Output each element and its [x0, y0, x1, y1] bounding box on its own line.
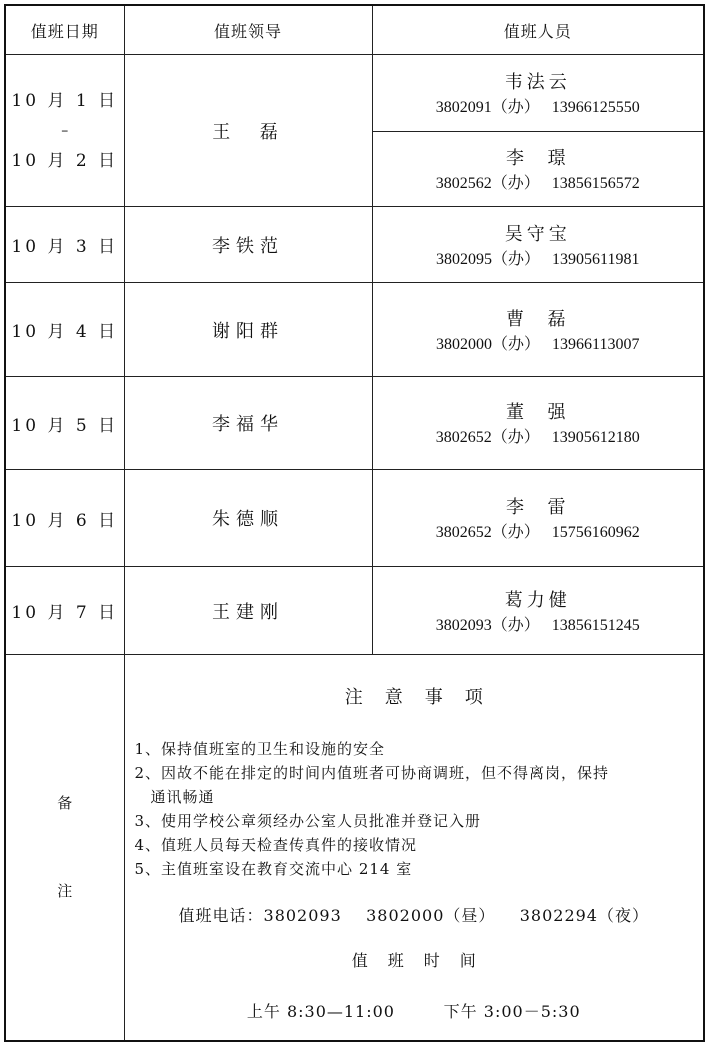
staff-phone: 3802095（办） 13905611981 [436, 250, 640, 268]
date-cell: 10 月 7 日 [5, 567, 124, 655]
leader-cell: 朱德顺 [124, 470, 372, 567]
staff-cell [372, 55, 704, 132]
notes-title: 注意事项 [344, 687, 505, 708]
table-row [5, 207, 704, 283]
table-row [5, 283, 704, 377]
staff-name: 李 雷 [506, 497, 570, 518]
duty-time-title: 值班时间 [351, 951, 496, 970]
leader-cell: 李福华 [124, 377, 372, 470]
list-item: 1、保持值班室的卫生和设施的安全 [134, 740, 386, 758]
staff-cell [372, 377, 704, 470]
staff-name: 董 强 [506, 402, 570, 423]
table-row [5, 55, 704, 132]
leader-cell: 谢阳群 [124, 283, 372, 377]
staff-phone: 3802652（办） 13905612180 [435, 429, 640, 446]
remarks-label-bottom: 注 [57, 882, 73, 901]
staff-name: 曹 磊 [506, 308, 570, 330]
header-date: 值班日期 [5, 5, 124, 55]
staff-name: 韦法云 [504, 72, 571, 93]
date-cell: 10 月 6 日 [5, 470, 124, 567]
staff-phone: 3802093（办） 13856151245 [435, 616, 640, 634]
table-row [5, 567, 704, 655]
staff-cell [372, 132, 704, 207]
staff-phone: 3802000（办） 13966113007 [436, 335, 640, 353]
remarks-label-top: 备 [57, 794, 73, 813]
remarks-content [124, 655, 704, 1041]
list-item: 3、使用学校公章须经办公室人员批准并登记入册 [134, 812, 482, 830]
date-end: 10 月 2 日 [11, 150, 119, 171]
leader-cell: 王建刚 [124, 567, 372, 655]
date-cell: 10 月 5 日 [5, 377, 124, 470]
staff-name: 吴守宝 [504, 223, 571, 245]
staff-phone: 3802091（办） 13966125550 [435, 99, 640, 116]
duty-times: 上午 8:30—11:00 下午 3:00－5:30 [246, 1002, 581, 1021]
duty-roster-table [4, 4, 705, 1042]
header-staff: 值班人员 [372, 5, 704, 55]
notes-list [135, 737, 704, 881]
list-item-continuation: 通讯畅通 [150, 788, 215, 806]
date-cell: 10 月 3 日 [5, 207, 124, 283]
staff-cell [372, 470, 704, 567]
list-item: 5、主值班室设在教育交流中心 214 室 [134, 860, 413, 878]
staff-name: 李 璟 [506, 148, 570, 169]
staff-phone: 3802652（办） 15756160962 [435, 524, 640, 541]
date-separator: – [61, 122, 69, 139]
staff-cell [372, 567, 704, 655]
list-item: 4、值班人员每天检查传真件的接收情况 [134, 836, 418, 854]
date-cell [5, 55, 124, 207]
leader-cell: 李铁范 [124, 207, 372, 283]
header-row [5, 5, 704, 55]
staff-name: 葛力健 [504, 589, 571, 611]
remarks-label [5, 655, 124, 1041]
staff-phone: 3802562（办） 13856156572 [435, 175, 640, 192]
leader-cell: 王 磊 [124, 55, 372, 207]
staff-cell [372, 207, 704, 283]
staff-cell [372, 283, 704, 377]
date-cell: 10 月 4 日 [5, 283, 124, 377]
table-row [5, 470, 704, 567]
header-leader: 值班领导 [124, 5, 372, 55]
list-item: 2、因故不能在排定的时间内值班者可协商调班，但不得离岗，保持 [134, 764, 610, 782]
date-start: 10 月 1 日 [11, 90, 119, 111]
remarks-row [5, 655, 704, 1041]
duty-phone: 值班电话：3802093 3802000（昼） 3802294（夜） [178, 906, 649, 925]
table-row [5, 377, 704, 470]
